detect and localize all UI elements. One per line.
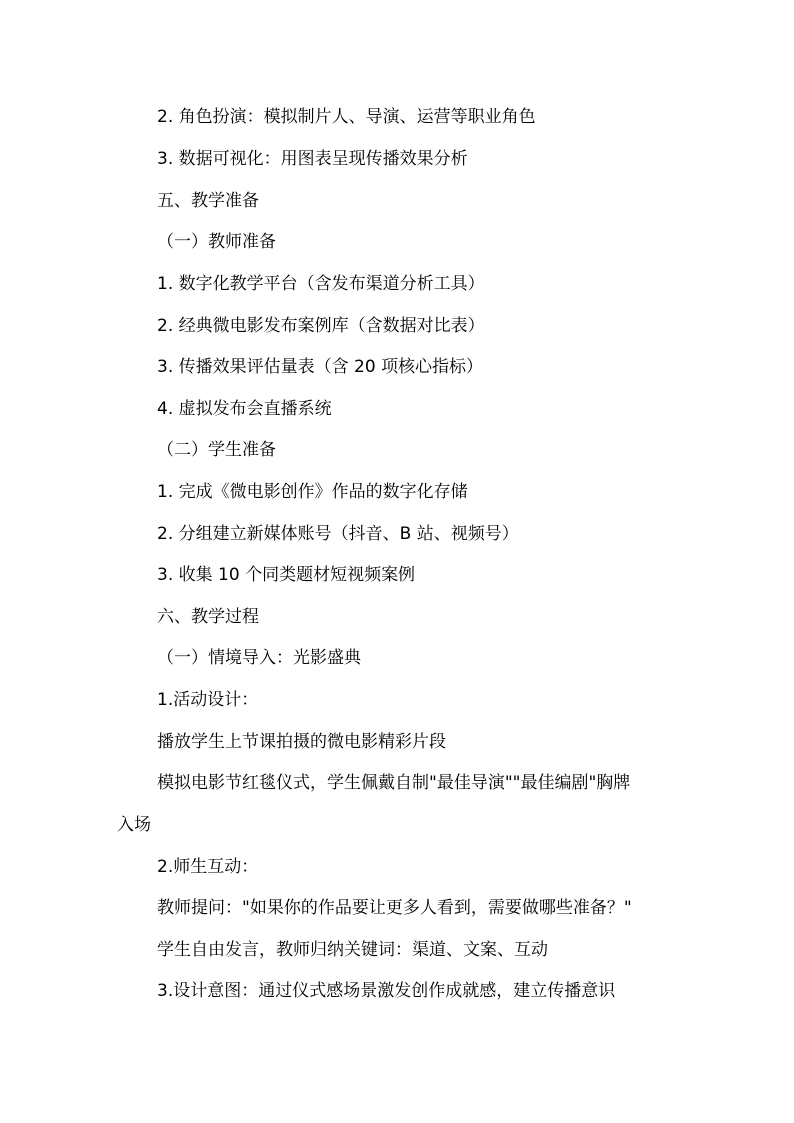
list-item-teacher-prep: 1. 数字化教学平台（含发布渠道分析工具） [157,274,485,294]
list-item-teacher-prep: 3. 传播效果评估量表（含 20 项核心指标） [157,357,484,377]
subsection-heading-student-preparation: （二）学生准备 [157,440,276,460]
section-heading-teaching-preparation: 五、教学准备 [157,191,259,211]
list-item-student-prep: 1. 完成《微电影创作》作品的数字化存储 [157,482,468,502]
list-item-data-visualization: 3. 数据可视化：用图表呈现传播效果分析 [157,149,468,169]
list-item-role-play: 2. 角色扮演：模拟制片人、导演、运营等职业角色 [157,107,536,127]
list-item-student-prep: 3. 收集 10 个同类题材短视频案例 [157,565,416,585]
paragraph-line: 教师提问："如果你的作品要让更多人看到，需要做哪些准备？" [157,898,632,918]
subsection-heading-teacher-preparation: （一）教师准备 [157,232,276,252]
list-item-student-prep: 2. 分组建立新媒体账号（抖音、B 站、视频号） [157,524,519,544]
paragraph-line-continuation: 入场 [117,815,151,835]
paragraph-line: 模拟电影节红毯仪式，学生佩戴自制"最佳导演""最佳编剧"胸牌 [157,773,631,793]
step-heading-design-intent: 3.设计意图：通过仪式感场景激发创作成就感，建立传播意识 [157,981,616,1001]
section-heading-teaching-process: 六、教学过程 [157,607,259,627]
paragraph-line: 学生自由发言，教师归纳关键词：渠道、文案、互动 [157,940,548,960]
step-heading-interaction: 2.师生互动： [157,857,259,877]
subsection-heading-scenario-intro: （一）情境导入：光影盛典 [157,648,361,668]
list-item-teacher-prep: 2. 经典微电影发布案例库（含数据对比表） [157,316,485,336]
list-item-teacher-prep: 4. 虚拟发布会直播系统 [157,399,332,419]
paragraph-line: 播放学生上节课拍摄的微电影精彩片段 [157,732,446,752]
step-heading-activity-design: 1.活动设计： [157,690,259,710]
